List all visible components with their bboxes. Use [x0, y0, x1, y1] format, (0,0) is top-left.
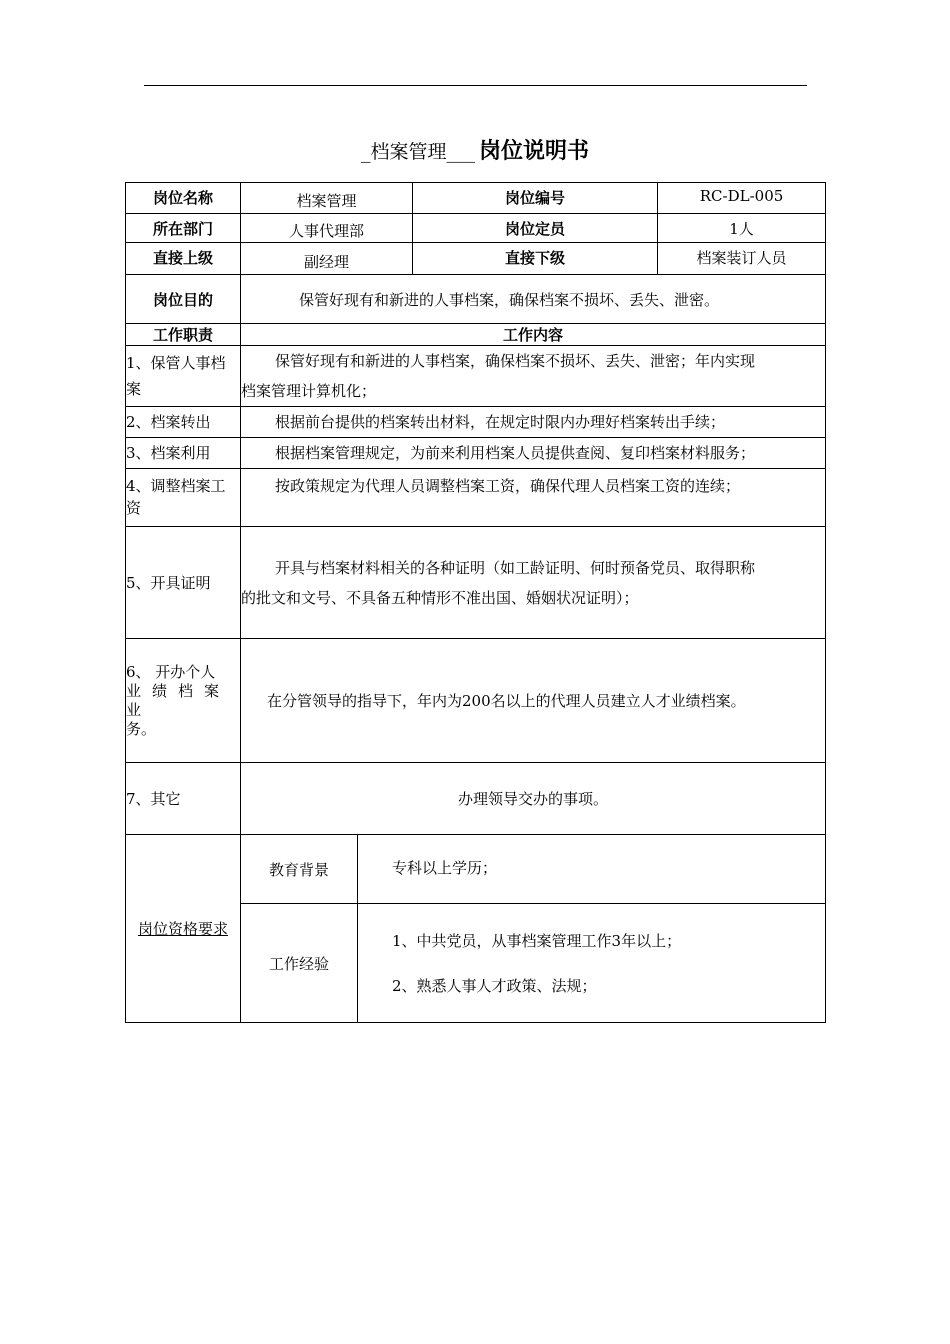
- duty-row: [126, 763, 826, 835]
- duty-content: 按政策规定为代理人员调整档案工资，确保代理人员档案工资的连续；: [241, 469, 826, 527]
- duty-row: [126, 346, 826, 407]
- duty-name: 3、档案利用: [126, 438, 241, 469]
- content-column-header: 工作内容: [241, 324, 826, 346]
- position-name-value: 档案管理: [241, 183, 413, 214]
- header-row-3: [126, 243, 826, 275]
- purpose-label: 岗位目的: [126, 275, 241, 324]
- job-description-table: [125, 182, 826, 1023]
- department-value: 人事代理部: [241, 214, 413, 243]
- duty-row: [126, 407, 826, 438]
- duty-row: [126, 438, 826, 469]
- qualifications-label: 岗位资格要求: [126, 835, 241, 1023]
- headcount-value: 1人: [658, 214, 826, 243]
- subordinate-value: 档案装订人员: [658, 243, 826, 275]
- position-name-label: 岗位名称: [126, 183, 241, 214]
- duty-content: 根据前台提供的档案转出材料，在规定时限内办理好档案转出手续；: [241, 407, 826, 438]
- header-row-1: [126, 183, 826, 214]
- superior-value: 副经理: [241, 243, 413, 275]
- department-label: 所在部门: [126, 214, 241, 243]
- experience-value: 1、中共党员，从事档案管理工作3年以上； 2、熟悉人事人才政策、法规；: [358, 904, 826, 1023]
- duty-row: [126, 639, 826, 763]
- duty-content: 开具与档案材料相关的各种证明（如工龄证明、何时预备党员、取得职称 的批文和文号、不具备五种情形不准出国、婚姻状况证明）；: [241, 527, 826, 639]
- document-title: [0, 134, 950, 169]
- position-code-label: 岗位编号: [413, 183, 658, 214]
- title-main: 岗位说明书: [479, 139, 590, 164]
- headcount-label: 岗位定员: [413, 214, 658, 243]
- header-row-2: [126, 214, 826, 243]
- purpose-text: 保管好现有和新进的人事档案，确保档案不损坏、丢失、泄密。: [241, 275, 826, 324]
- duty-content: 根据档案管理规定，为前来利用档案人员提供查阅、复印档案材料服务；: [241, 438, 826, 469]
- duty-content: 办理领导交办的事项。: [241, 763, 826, 835]
- duty-name: 6、 开办个人 业绩档案业 务。: [126, 639, 241, 763]
- subordinate-label: 直接下级: [413, 243, 658, 275]
- purpose-row: [126, 275, 826, 324]
- position-code-value: RC-DL-005: [658, 183, 826, 214]
- duty-content: 保管好现有和新进的人事档案，确保档案不损坏、丢失、泄密；年内实现 档案管理计算机化；: [241, 346, 826, 407]
- superior-label: 直接上级: [126, 243, 241, 275]
- experience-label: 工作经验: [241, 904, 358, 1023]
- duty-name: 1、保管人事档 案: [126, 346, 241, 407]
- header-rule: [144, 85, 807, 86]
- duty-name: 7、其它: [126, 763, 241, 835]
- duty-row: [126, 527, 826, 639]
- education-label: 教育背景: [241, 835, 358, 904]
- duty-name: 4、调整档案工 资: [126, 469, 241, 527]
- duty-content: 在分管领导的指导下，年内为200名以上的代理人员建立人才业绩档案。: [241, 639, 826, 763]
- title-prefix: _档案管理___: [360, 141, 475, 163]
- duties-header-row: [126, 324, 826, 346]
- education-row: [126, 835, 826, 904]
- duty-column-header: 工作职责: [126, 324, 241, 346]
- duty-row: [126, 469, 826, 527]
- education-value: 专科以上学历；: [358, 835, 826, 904]
- duty-name: 5、开具证明: [126, 527, 241, 639]
- duty-name: 2、档案转出: [126, 407, 241, 438]
